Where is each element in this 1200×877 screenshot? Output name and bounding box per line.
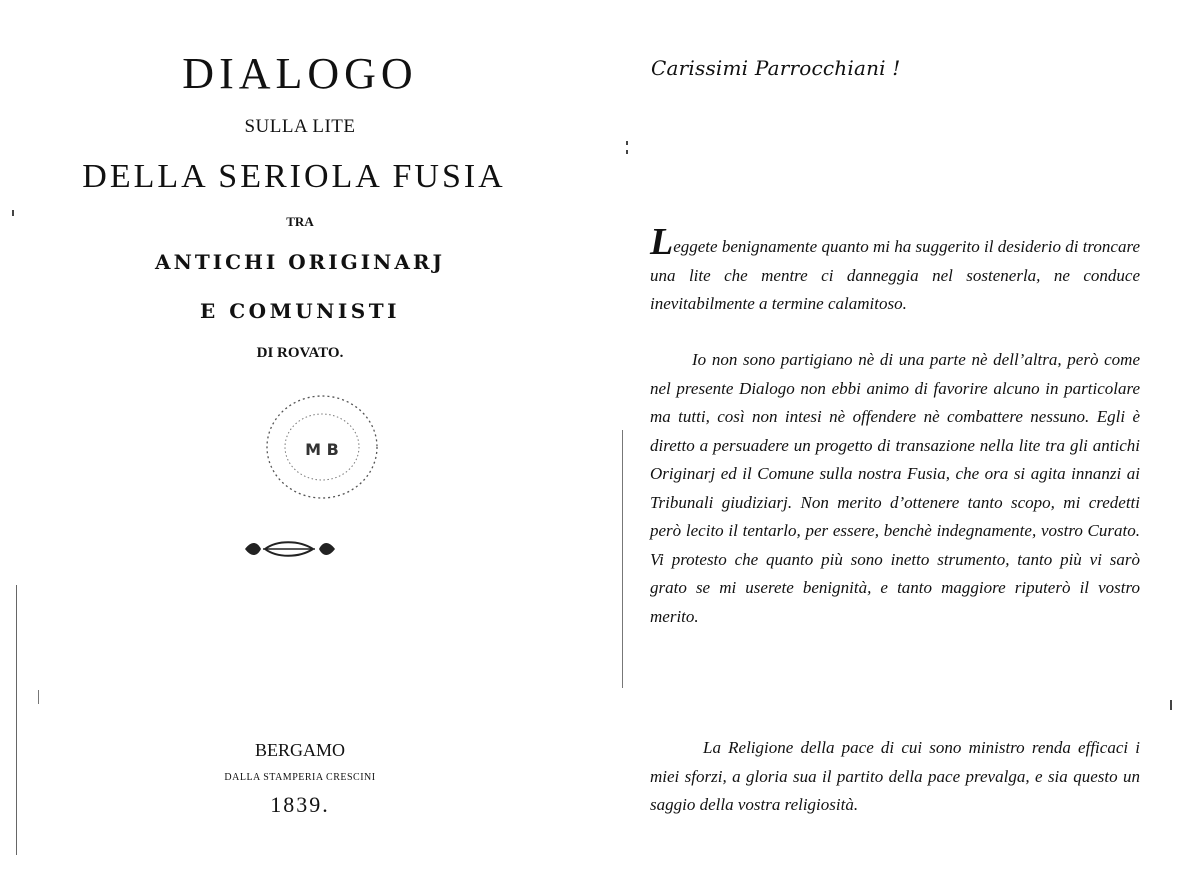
letter-paragraph-3: La Religione della pace di cui sono ministro renda efficaci i miei sforzi, a gloria sua il partito della pace prevalga, e sia questo un saggio della vostra religiosità. [650, 738, 1140, 814]
title-tra: TRA [286, 214, 314, 229]
fleuron-ornament-icon [243, 540, 337, 558]
letter-paragraph-2: Io non sono partigiano nè di una parte nè dell’altra, però come nel presente Dialogo non ebbi animo di favorire alcuno in particolare ma tutti, così non intesi nè offendere nè combattere nessuno. Egli è diretto a persuadere un progetto di transazione nella lite tra gli antichi Originarj ed il Comune sulla nostra Fusia, che ora si agita innanzi ai Tribunali giudiziarj. Non merito d’ottenere tanto scopo, mi credetti però lecito il tentarlo, per essere, benchè indegnamente, vostro Curato. Vi protesto che quanto più sono inetto strumento, tanto più vi sarò grato se mi userete benignità, e tanto maggiore riputerò il vostro merito. [650, 350, 1140, 626]
letter-salutation: Carissimi Parrocchiani ! [651, 56, 901, 80]
scan-speck [12, 210, 14, 216]
letter-paragraph-1 [650, 221, 1140, 319]
scan-speck [626, 150, 628, 154]
drop-cap: L [650, 221, 674, 263]
scan-speck [38, 690, 39, 704]
title-dialogo: DIALOGO [182, 49, 418, 98]
title-comunisti: E COMUNISTI [200, 299, 400, 323]
scan-speck [626, 141, 628, 145]
gutter-line [622, 430, 623, 688]
page-edge-line [16, 585, 17, 855]
stamp-text: M B [305, 440, 339, 459]
title-rovato: DI ROVATO. [256, 345, 344, 361]
scan-speck [1170, 700, 1172, 710]
imprint-printer: DALLA STAMPERIA CRESCINI [224, 772, 376, 783]
paragraph-1-text: eggete benignamente quanto mi ha suggerito il desiderio di troncare una lite che mentre ci danneggia nel sostenerla, ne conduce inevitabilmente a termine calamitoso. [650, 237, 1140, 313]
title-seriola-fusia: DELLA SERIOLA FUSIA [82, 158, 506, 195]
imprint-city: BERGAMO [254, 740, 345, 760]
library-stamp-icon [264, 393, 380, 501]
title-sulla-lite: SULLA LITE [244, 116, 356, 137]
imprint-year: 1839. [270, 792, 330, 817]
title-antichi-originarj: ANTICHI ORIGINARJ [155, 250, 445, 274]
